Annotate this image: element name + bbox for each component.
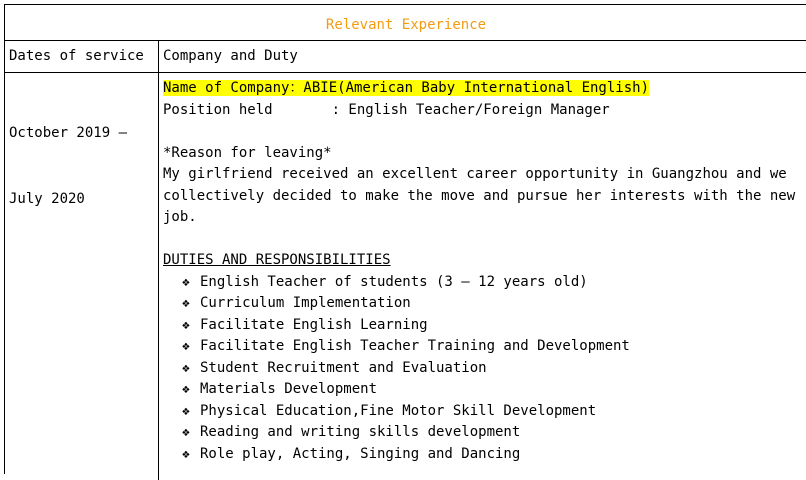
section-title: Relevant Experience — [325, 17, 487, 33]
company-name-line — [163, 78, 803, 100]
duty-list-item — [163, 444, 803, 466]
duty-list-item — [163, 379, 803, 401]
dates-end: July 2020 — [9, 191, 85, 207]
duty-text: Reading and writing skills development — [200, 424, 521, 440]
duties-heading: DUTIES AND RESPONSIBILITIES — [163, 252, 391, 268]
duty-text: Physical Education,Fine Motor Skill Development — [200, 402, 597, 419]
diamond-bullet-icon: ❖ — [182, 446, 190, 462]
diamond-bullet-icon: ❖ — [182, 425, 190, 440]
duty-text: Materials Development — [200, 381, 378, 397]
diamond-bullet-icon: ❖ — [182, 403, 190, 419]
diamond-bullet-icon: ❖ — [182, 296, 190, 311]
position-held: Position held : English Teacher/Foreign Manager — [163, 101, 610, 118]
duty-text: English Teacher of students (3 – 12 years old) — [200, 273, 588, 290]
duty-list-item — [163, 315, 803, 337]
duty-text: Role play, Acting, Singing and Dancing — [200, 445, 521, 462]
duty-text: Curriculum Implementation — [200, 295, 411, 311]
duty-text: Facilitate English Learning — [200, 316, 428, 333]
duties-list — [163, 272, 803, 466]
duty-list-item — [163, 272, 803, 294]
duty-list-item — [163, 336, 803, 358]
company-name: Name of Company：ABIE(American Baby International English) — [163, 80, 650, 96]
column-divider — [158, 40, 159, 480]
duty-list-item — [163, 401, 803, 423]
diamond-bullet-icon: ❖ — [182, 274, 190, 290]
company-duty-cell — [163, 78, 803, 465]
duty-list-item — [163, 422, 803, 444]
diamond-bullet-icon: ❖ — [182, 360, 190, 376]
reason-heading: *Reason for leaving* — [163, 144, 332, 161]
reason-text: My girlfriend received an excellent career opportunity in Guangzhou and we collectively decided to make the move and pursue her interests with the new job. — [163, 166, 796, 225]
dates-start: October 2019 – — [9, 125, 128, 141]
duty-text: Student Recruitment and Evaluation — [200, 359, 487, 376]
duty-text: Facilitate English Teacher Training and Development — [200, 338, 630, 354]
diamond-bullet-icon: ❖ — [182, 339, 190, 354]
duty-list-item — [163, 358, 803, 380]
spacer — [163, 121, 803, 143]
header-dates-of-service: Dates of service — [9, 48, 144, 64]
diamond-bullet-icon: ❖ — [182, 382, 190, 397]
spacer — [163, 229, 803, 251]
dates-cell — [9, 78, 153, 232]
diamond-bullet-icon: ❖ — [182, 317, 190, 333]
duty-list-item — [163, 293, 803, 315]
header-company-and-duty: Company and Duty — [163, 48, 298, 64]
section-title-row — [5, 5, 806, 41]
duties-heading-line — [163, 250, 803, 272]
